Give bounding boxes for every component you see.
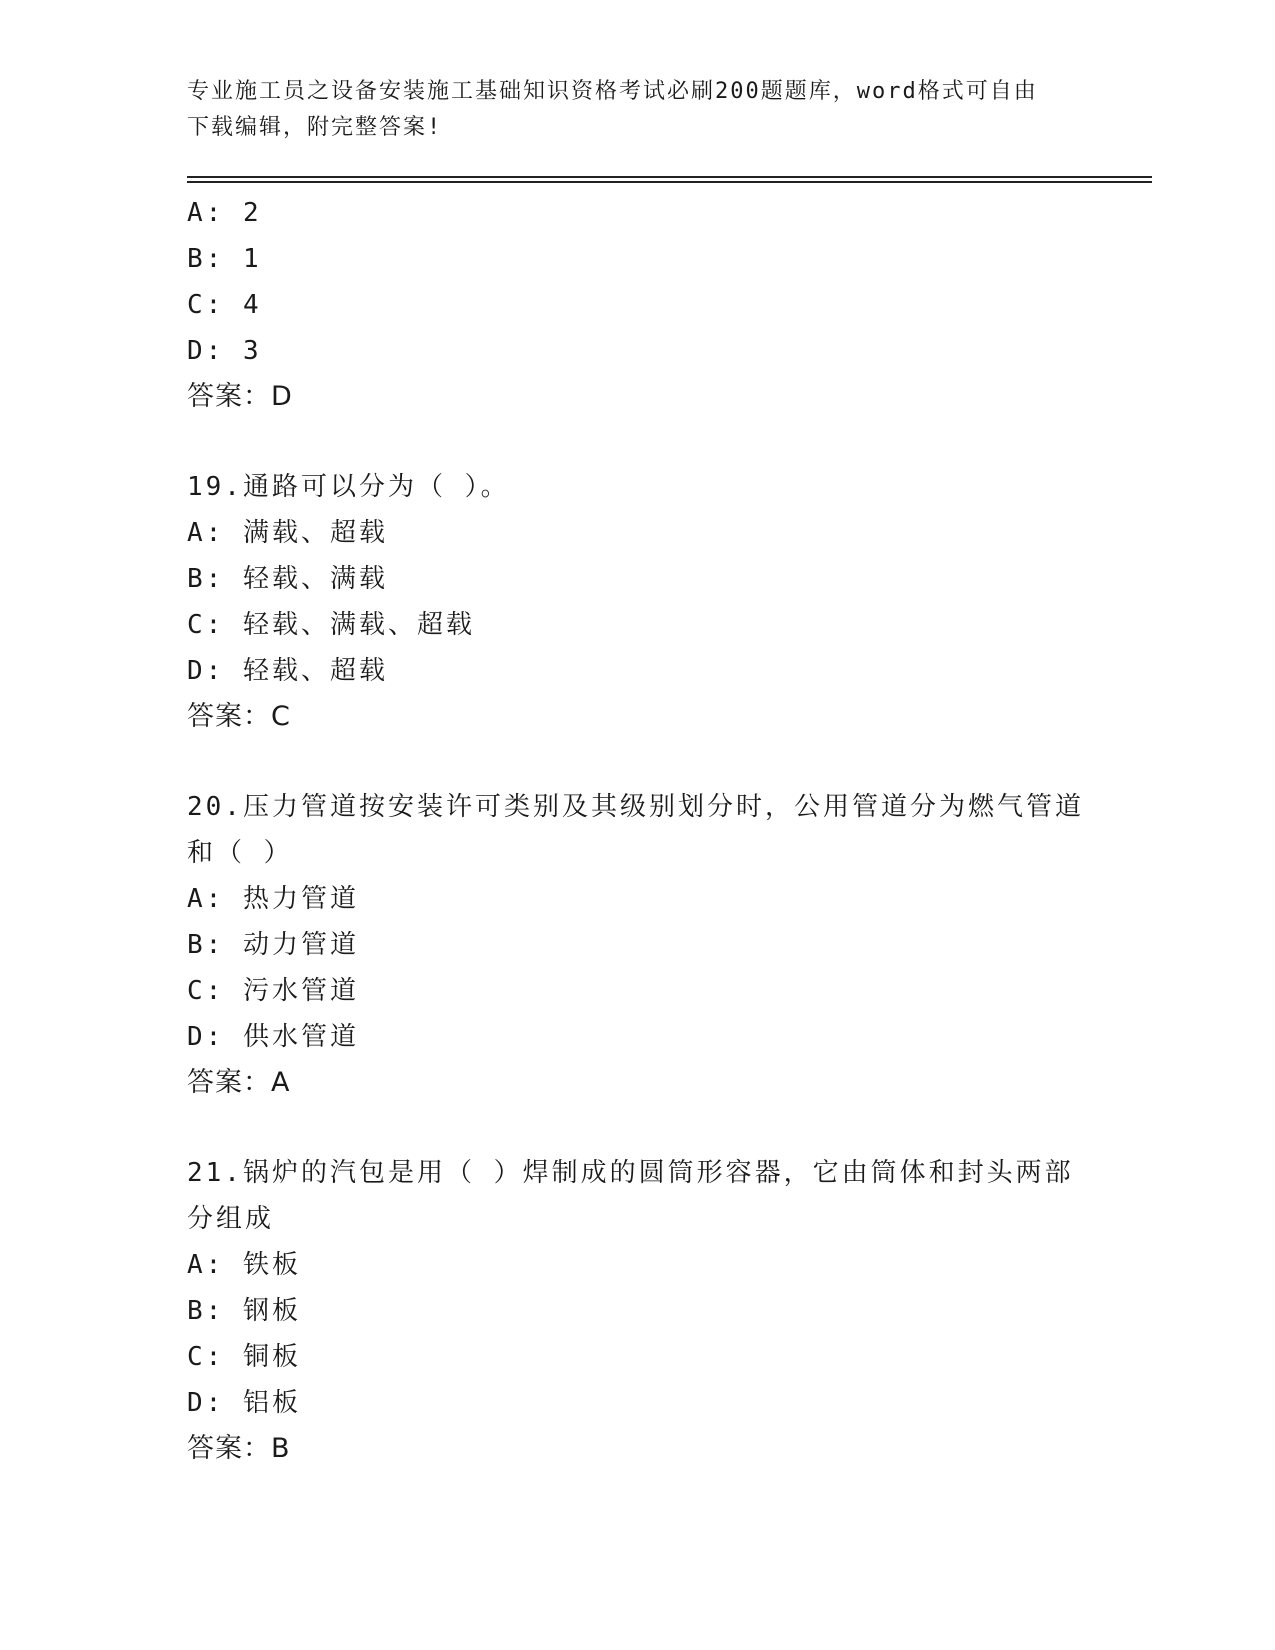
question-text-line-1: 21.锅炉的汽包是用（ ）焊制成的圆筒形容器，它由筒体和封头两部 <box>187 1158 1074 1188</box>
question-20 <box>187 784 1087 1106</box>
option-c: C: 轻载、满载、超载 <box>187 610 475 640</box>
header-divider-bottom <box>187 181 1152 183</box>
question-text-line-2: 和（ ） <box>187 838 293 868</box>
question-list <box>187 190 1087 1472</box>
spacer <box>187 1106 1087 1150</box>
question-18 <box>187 190 1087 420</box>
answer-line: 答案：C <box>187 701 291 732</box>
option-b: B: 钢板 <box>187 1296 301 1326</box>
option-a: A: 满载、超载 <box>187 518 388 548</box>
question-19 <box>187 464 1087 740</box>
option-a: A: 热力管道 <box>187 884 359 914</box>
option-a: A: 2 <box>187 198 262 228</box>
question-text-line-1: 20.压力管道按安装许可类别及其级别划分时，公用管道分为燃气管道 <box>187 792 1084 822</box>
option-d: D: 铝板 <box>187 1388 301 1418</box>
option-b: B: 动力管道 <box>187 930 359 960</box>
header-divider-top <box>187 176 1152 178</box>
header-line-1: 专业施工员之设备安装施工基础知识资格考试必刷200题题库，word格式可自由 <box>187 79 1038 104</box>
spacer <box>187 740 1087 784</box>
question-text: 19.通路可以分为（ ）。 <box>187 472 510 502</box>
question-21 <box>187 1150 1087 1472</box>
answer-line: 答案：D <box>187 381 293 412</box>
option-d: D: 轻载、超载 <box>187 656 388 686</box>
option-c: C: 4 <box>187 290 262 320</box>
spacer <box>187 420 1087 464</box>
header-line-2: 下载编辑，附完整答案! <box>187 115 443 140</box>
document-header <box>187 74 1087 146</box>
option-a: A: 铁板 <box>187 1250 301 1280</box>
answer-line: 答案：B <box>187 1433 291 1464</box>
answer-line: 答案：A <box>187 1067 291 1098</box>
option-d: D: 供水管道 <box>187 1022 359 1052</box>
option-c: C: 铜板 <box>187 1342 301 1372</box>
option-d: D: 3 <box>187 336 262 366</box>
option-b: B: 1 <box>187 244 262 274</box>
option-b: B: 轻载、满载 <box>187 564 388 594</box>
question-text-line-2: 分组成 <box>187 1204 275 1234</box>
option-c: C: 污水管道 <box>187 976 359 1006</box>
